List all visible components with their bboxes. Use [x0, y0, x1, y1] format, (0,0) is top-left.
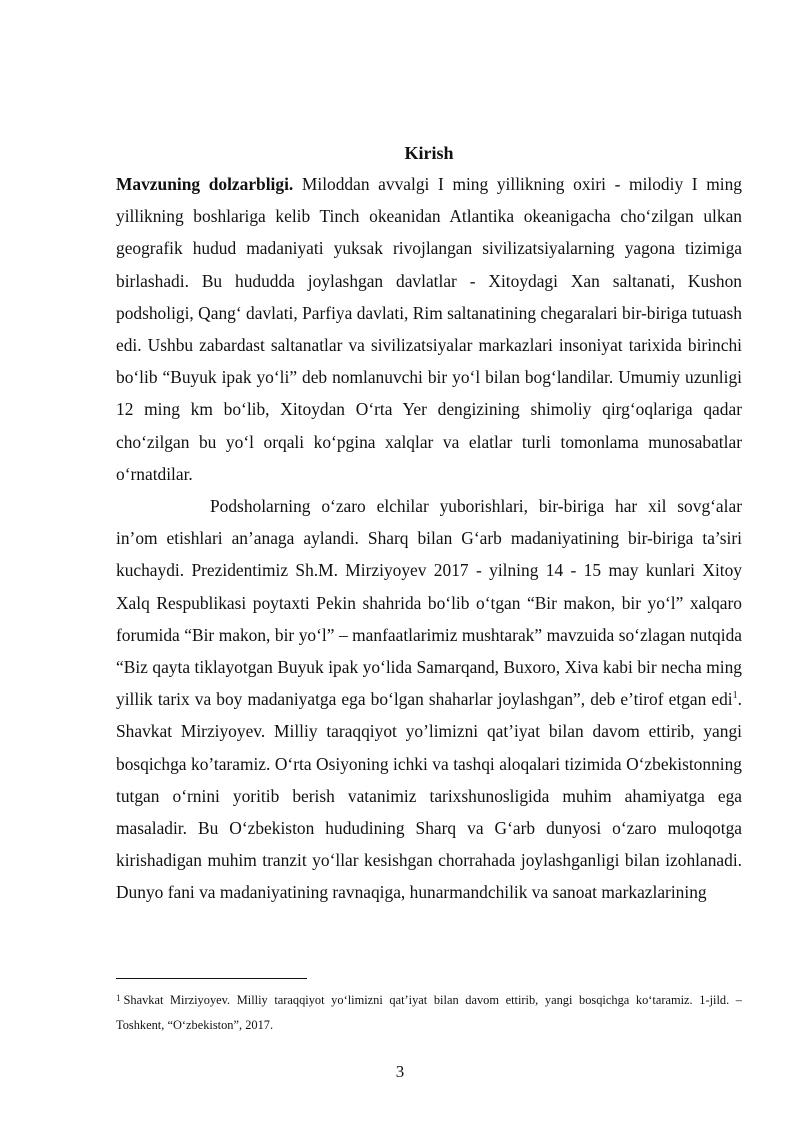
page-number: 3: [395, 1062, 405, 1081]
page-body: [116, 138, 742, 909]
footnote-text: Shavkat Mirziyoyev. Milliy taraqqiyot yo‘limizni qat’iyat bilan davom ettirib, yangi bosqichga ko‘taramiz. 1-jild. – Toshkent, “O‘zbekiston”, 2017.: [116, 993, 742, 1032]
paragraph-relevance: [116, 168, 742, 490]
paragraph-text-after-ref: . Shavkat Mirziyoyev. Milliy taraqqiyot yo’limizni qat’iyat bilan davom ettirib, yangi bosqichga ko’taramiz. O‘rta Osiyoning ichki va tashqi aloqalari tizimida O‘zbekistonning tutgan o‘rnini yoritib berish vatanimiz tarixshunosligida muhim ahamiyatga ega masaladir. Bu O‘zbekiston hududining Sharq va G‘arb dunyosi o‘zaro muloqotga kirishadigan muhim tranzit yo‘llar kesishgan chorrahada joylashganligi bilan izohlanadi. Dunyo fani va madaniyatining ravnaqiga, hunarmandchilik va sanoat markazlarining: [116, 689, 742, 903]
footnote-reference[interactable]: 1: [732, 690, 738, 702]
footnote: [116, 988, 742, 1038]
paragraph-embassies: [116, 490, 742, 909]
section-title: Kirish: [404, 143, 454, 163]
paragraph-text: Miloddan avvalgi I ming yillikning oxiri - milodiy I ming yillikning boshlariga kelib Tinch okeanidan Atlantika okeanigacha cho‘zilgan ulkan geografik hudud madaniyati yuksak rivojlangan sivilizatsiyalarning yagona tizimiga birlashadi. Bu hududda joylashgan davlatlar - Xitoydagi Xan saltanati, Kushon podsholigi, Qang‘ davlati, Parfiya davlati, Rim saltanatining chegaralari bir-biriga tutuash edi. Ushbu zabardast saltanatlar va sivilizatsiyalar markazlari insoniyat tarixida birinchi bo‘lib “Buyuk ipak yo‘li” deb nomlanuvchi bir yo‘l bilan bog‘landilar. Umumiy uzunligi 12 ming km bo‘lib, Xitoydan O‘rta Yer dengizining shimoliy qirg‘oqlariga qadar cho‘zilgan bu yo‘l orqali ko‘pgina xalqlar va elatlar turli tomonlama munosabatlar o‘rnatdilar.: [116, 174, 742, 484]
footnote-separator: [116, 978, 307, 979]
paragraph-lead: Mavzuning dolzarbligi.: [116, 174, 294, 194]
footnote-marker: 1: [116, 993, 121, 1003]
paragraph-text-before-ref: Podsholarning o‘zaro elchilar yuborishlari, bir-biriga har xil sovg‘alar in’om etishlari an’anaga aylandi. Sharq bilan G‘arb madaniyatining bir-biriga ta’siri kuchaydi. Prezidentimiz Sh.M. Mirziyoyev 2017 - yilning 14 - 15 may kunlari Xitoy Xalq Respublikasi poytaxti Pekin shahrida bo‘lib o‘tgan “Bir makon, bir yo‘l” xalqaro forumida “Bir makon, bir yo‘l” – manfaatlarimiz mushtarak” mavzuida so‘zlagan nutqida “Biz qayta tiklayotgan Buyuk ipak yo‘lida Samarqand, Buxoro, Xiva kabi bir necha ming yillik tarix va boy madaniyatga ega bo‘lgan shaharlar joylashgan”, deb e’tirof etgan edi: [116, 496, 742, 710]
